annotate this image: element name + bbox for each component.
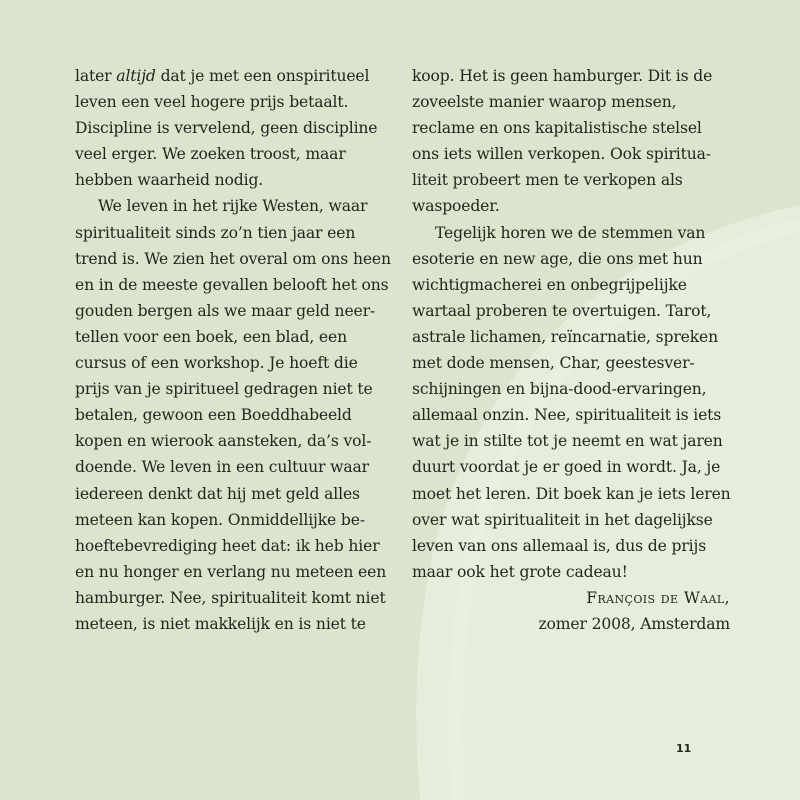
- text-line: allemaal onzin. Nee, spiritualiteit is iets: [412, 406, 722, 425]
- text-line: meteen kan kopen. Onmiddellijke be-: [75, 510, 365, 529]
- text-line: gouden bergen als we maar geld neer-: [75, 301, 376, 320]
- text-line: en in de meeste gevallen belooft het ons: [75, 275, 389, 294]
- text-line: hebben waarheid nodig.: [75, 171, 264, 190]
- text-column-right: [412, 63, 730, 637]
- text-line: ons iets willen verkopen. Ook spiritua-: [412, 145, 711, 164]
- paragraph-first-line: We leven in het rijke Westen, waar: [98, 197, 368, 216]
- text-line: betalen, gewoon een Boeddhabeeld: [75, 406, 352, 425]
- text-line: esoterie en new age, die ons met hun: [412, 249, 703, 268]
- text-line: wat je in stilte tot je neemt en wat jaren: [412, 432, 723, 451]
- text-line: kopen en wierook aansteken, da’s vol-: [75, 432, 372, 451]
- text-line: Discipline is vervelend, geen discipline: [75, 119, 378, 138]
- paragraph-first-line: Tegelijk horen we de stemmen van: [435, 223, 706, 242]
- text-line: liteit probeert men te verkopen als: [412, 171, 683, 190]
- text-line: duurt voordat je er goed in wordt. Ja, je: [412, 458, 721, 477]
- text-line: koop. Het is geen hamburger. Dit is de: [412, 67, 713, 85]
- text-line: waspoeder.: [412, 197, 500, 216]
- text-line: leven een veel hogere prijs betaalt.: [75, 93, 349, 112]
- text-line: met dode mensen, Char, geestesver-: [412, 354, 695, 373]
- signature-place-date: zomer 2008, Amsterdam: [538, 614, 730, 633]
- text-line: over wat spiritualiteit in het dagelijkse: [412, 510, 713, 529]
- text-line: en nu honger en verlang nu meteen een: [75, 562, 387, 581]
- text-line: spiritualiteit sinds zo’n tien jaar een: [75, 223, 356, 242]
- text-line: later altijd dat je met een onspiritueel: [75, 67, 370, 85]
- text-line: zoveelste manier waarop mensen,: [412, 93, 677, 112]
- text-line: prijs van je spiritueel gedragen niet te: [75, 380, 373, 399]
- text-line: trend is. We zien het overal om ons heen: [75, 249, 391, 268]
- text-line: hoeftebevrediging heet dat: ik heb hier: [75, 536, 380, 555]
- text-line: cursus of een workshop. Je hoeft die: [75, 354, 358, 373]
- text-line: wichtigmacherei en onbegrijpelijke: [412, 275, 687, 294]
- text-line: maar ook het grote cadeau!: [412, 562, 628, 581]
- text-line: leven van ons allemaal is, dus de prijs: [412, 536, 707, 555]
- text-line: doende. We leven in een cultuur waar: [75, 458, 369, 477]
- text-line: astrale lichamen, reïncarnatie, spreken: [412, 327, 718, 346]
- text-line: iedereen denkt dat hij met geld alles: [75, 484, 360, 503]
- signature-name: François de Waal,: [586, 588, 730, 607]
- text-line: hamburger. Nee, spiritualiteit komt niet: [75, 588, 386, 607]
- text-line: wartaal proberen te overtuigen. Tarot,: [412, 301, 712, 320]
- text-line: reclame en ons kapitalistische stelsel: [412, 119, 702, 138]
- text-line: moet het leren. Dit boek kan je iets leren: [412, 484, 731, 503]
- italic-emphasis: altijd: [116, 67, 156, 85]
- text-line: veel erger. We zoeken troost, maar: [75, 145, 346, 164]
- text-line: meteen, is niet makkelijk en is niet te: [75, 614, 366, 633]
- text-line: tellen voor een boek, een blad, een: [75, 327, 347, 346]
- page-number: 11: [676, 742, 692, 755]
- text-line: schijningen en bijna-dood-ervaringen,: [412, 380, 707, 399]
- text-column-left: [75, 63, 393, 637]
